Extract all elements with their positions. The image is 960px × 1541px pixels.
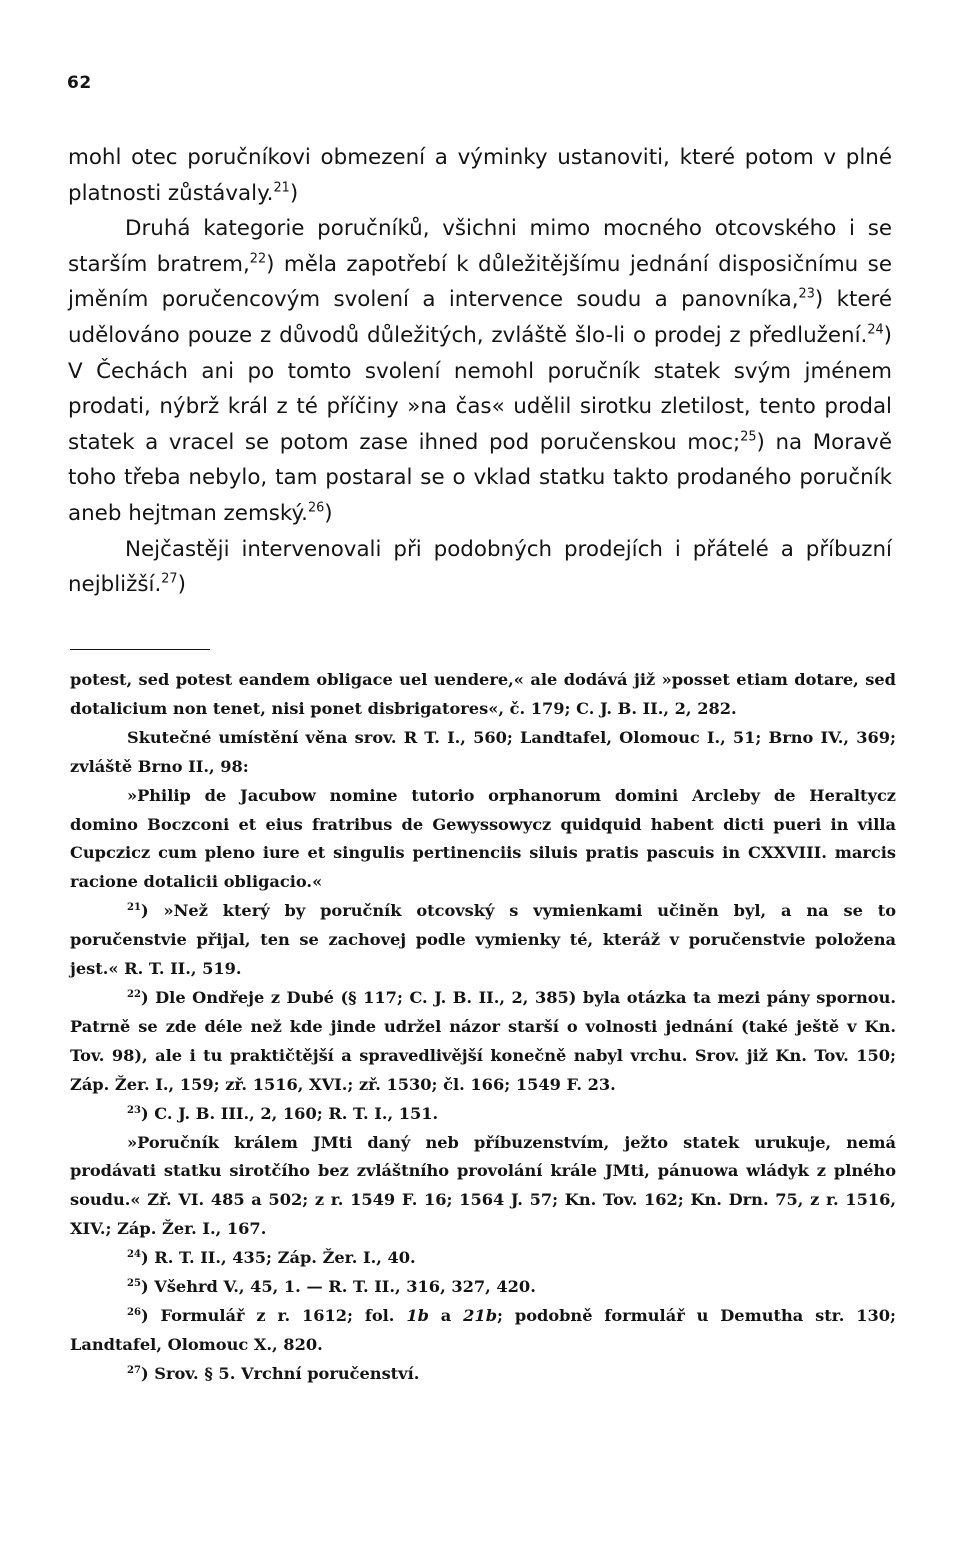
paragraph-2-text-c: ) které udělováno pouze z důvodů důležitých, zvláště šlo-li o prodej z předlužení. — [68, 287, 892, 348]
paragraph-2-text-a: Druhá kategorie poručníků, všichni mimo mocného otcovského i se starším bratrem, — [68, 216, 892, 277]
footnote-quote: »Philip de Jacubow nomine tutorio orphanorum domini Arcleby de Heraltycz domino Boczconi et eius fratribus de Gewyssowycz quidquid habent dicti pueri in villa Cupczicz cum pleno iure et singulis pertinenciis siluis pratis pascuis in CXXVIII. marcis racione dotalicii obligacio.« — [70, 785, 896, 892]
footnote-continuation-2: Skutečné umístění věna srov. R T. I., 560; Landtafel, Olomouc I., 51; Brno IV., 369; zvláště Brno II., 98: — [70, 727, 896, 776]
paren: ) — [177, 572, 186, 598]
folio-ref: 1b — [406, 1305, 429, 1325]
footnote-26 — [70, 1302, 896, 1360]
footnote-mark: 27 — [127, 1364, 141, 1376]
footnote-mark: 21 — [127, 902, 141, 914]
footnote-ref-24: 24 — [867, 322, 884, 338]
footnote-text: ) Dle Ondřeje z Dubé (§ 117; C. J. B. II., 2, 385) byla otázka ta mezi pány spornou. Patrně se zde déle než kde jinde udržel názor starší o volnosti jednání (také ještě v Kn. Tov. 98), ale i tu praktičtější a spravedlivější konečně nabyl vrchu. Srov. již Kn. Tov. 150; Záp. Žer. I., 159; zř. 1516, XVI.; zř. 1530; čl. 166; 1549 F. 23. — [70, 987, 896, 1094]
folio-ref: 21b — [463, 1305, 498, 1325]
main-text — [68, 140, 892, 603]
footnotes — [70, 666, 896, 1389]
paragraph-3 — [68, 532, 892, 603]
footnote-divider — [70, 649, 210, 650]
paragraph-2-text-e: ) na Moravě toho třeba nebylo, tam postaral se o vklad statku takto prodaného poručník aneb hejtman zemský. — [68, 429, 892, 526]
footnote-21 — [70, 897, 896, 984]
paren: ) — [324, 500, 333, 526]
footnote-text: ) »Než který by poručník otcovský s vymienkami učiněn byl, a na se to poručenstvie přijal, ten se zachovej podle vymienky té, kteráž v poručenstvie položena jest.« R. T. II., 519. — [70, 901, 896, 979]
footnote-25 — [70, 1273, 896, 1302]
footnote-text: ) C. J. B. III., 2, 160; R. T. I., 151. — [140, 1103, 439, 1123]
footnote-text: ) R. T. II., 435; Záp. Žer. I., 40. — [140, 1248, 416, 1268]
footnote-mark: 24 — [127, 1249, 141, 1261]
paragraph-3-text: Nejčastěji intervenovali při podobných prodejích i přátelé a příbuzní nejbližší. — [68, 536, 892, 598]
footnote-text: ; podobně formulář u Demutha str. 130; Landtafel, Olomouc X., 820. — [70, 1305, 897, 1354]
footnote-continuation: potest, sed potest eandem obligace uel uendere,« ale dodává již »posset etiam dotare, sed dotalicium non tenet, nisi ponet disbrigatores«, č. 179; C. J. B. II., 2, 282. — [70, 670, 896, 718]
footnote-mark: 23 — [127, 1104, 141, 1116]
footnote-mark: 25 — [127, 1278, 141, 1290]
footnote-23 — [70, 1100, 896, 1129]
footnote-ref-26: 26 — [307, 500, 325, 516]
footnote-mark: 26 — [127, 1306, 141, 1318]
footnote-23-quote: »Poručník králem JMti daný neb příbuzenstvím, ježto statek urukuje, nemá prodávati statku sirotčího bez zvláštního provolání krále JMti, pánuowa wládyk z plného soudu.« Zř. VI. 485 a 502; z r. 1549 F. 16; 1564 J. 57; Kn. Tov. 162; Kn. Drn. 75, z r. 1516, XIV.; Záp. Žer. I., 167. — [70, 1132, 896, 1239]
paren: ) — [289, 180, 299, 206]
footnote-ref-27: 27 — [161, 571, 178, 587]
footnote-text: ) Srov. § 5. Vrchní poručenství. — [140, 1363, 420, 1383]
paragraph-1-text: mohl otec poručníkovi obmezení a výminky ustanoviti, které potom v plné platnosti zůstávaly. — [68, 145, 892, 206]
page-number: 62 — [67, 73, 92, 93]
footnote-text: ) Všehrd V., 45, 1. — R. T. II., 316, 327, 420. — [140, 1277, 536, 1297]
footnote-27 — [70, 1360, 896, 1389]
paragraph-2-text-b: ) měla zapotřebí k důležitějšímu jednání disposičnímu se jměním poručencovým svolení a intervence soudu a panovníka, — [68, 251, 892, 313]
footnote-text: a — [428, 1305, 464, 1325]
footnote-22 — [70, 984, 896, 1100]
footnote-ref-25: 25 — [740, 429, 757, 445]
paragraph-2-text-d: ) V Čechách ani po tomto svolení nemohl poručník statek svým jménem prodati, nýbrž král z té příčiny »na čas« udělil sirotku zletilost, tento prodal statek a vracel se potom zase ihned pod poručenskou moc; — [68, 322, 892, 455]
footnote-text: ) Formulář z r. 1612; fol. — [140, 1305, 407, 1325]
paragraph-2 — [68, 211, 892, 531]
paragraph-1 — [68, 140, 892, 211]
footnote-ref-23: 23 — [798, 287, 815, 303]
footnote-ref-22: 22 — [249, 251, 267, 267]
footnote-ref-21: 21 — [273, 180, 290, 196]
footnote-24 — [70, 1244, 896, 1273]
footnote-mark: 22 — [127, 988, 141, 1000]
